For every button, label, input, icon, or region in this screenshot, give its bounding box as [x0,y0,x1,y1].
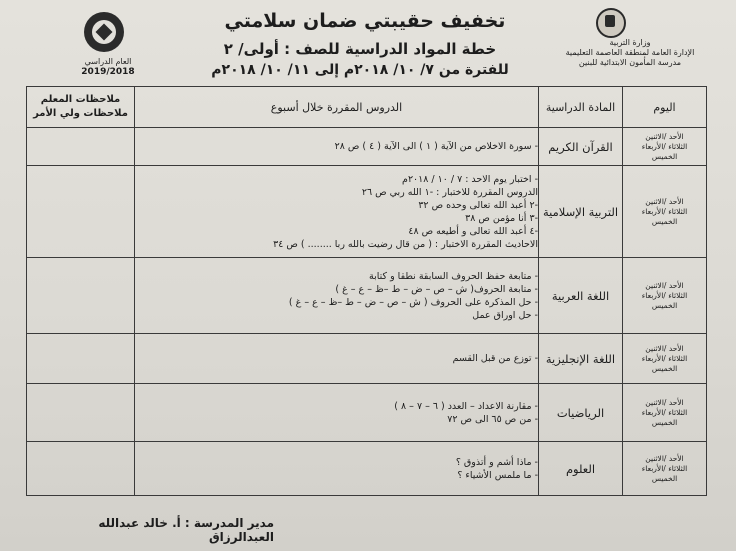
day-line: الخميس [651,151,678,161]
header-parent-notes: ملاحظات ولي الأمر [33,108,128,119]
notes-cell [27,442,135,496]
day-line: الأحد /الاثنين [645,397,684,407]
lessons-cell [135,442,539,496]
lesson-line: - متابعة حفظ الحروف السابقة نطقا و كتابة [369,270,538,282]
day-cell [623,258,707,334]
ministry-block [560,38,700,68]
day-line: الأحد /الاثنين [645,453,684,463]
table-row [27,128,707,166]
header-subject: المادة الدراسية [539,87,623,128]
day-line: الخميس [651,473,678,483]
ministry-emblem-icon [596,8,626,38]
header-notes [27,87,135,128]
lesson-line: الدروس المقررة للاختبار : -١ الله ربي ص ٢٦ [361,186,538,198]
day-cell [623,384,707,442]
lesson-line: - حل المذكرة على الحروف ( ش – ص – ض – ط –ظ – ع – غ ) [288,296,538,308]
lesson-line: الاحاديث المقررة الاختبار : ( من قال رضيت بالله ربا ........ ) ص ٣٤ [273,238,538,250]
subject-cell: التربية الإسلامية [539,166,623,258]
table-header-row [27,87,707,128]
lesson-line: - متابعة الحروف( ش – ص – ض – ط –ظ – ع – غ ) [335,283,538,295]
lessons-cell [135,258,539,334]
day-line: الخميس [651,300,678,310]
ministry-line: الإدارة العامة لمنطقة العاصمة التعليمية [565,48,695,57]
table-row [27,258,707,334]
day-line: الأحد /الاثنين [645,131,684,141]
lesson-line: - من ص ٦٥ الى ص ٧٢ [447,413,538,425]
lessons-cell [135,166,539,258]
lesson-line: -٣ أنا مؤمن ص ٣٨ [465,212,538,224]
day-line: الأحد /الاثنين [645,343,684,353]
notes-cell [27,128,135,166]
day-cell [623,334,707,384]
day-line: الثلاثاء /الأربعاء [641,407,688,417]
lesson-line: - ما ملمس الأشياء ؟ [457,469,538,481]
year-label: العام الدراسي [84,57,132,66]
day-line: الخميس [651,363,678,373]
subject-cell: العلوم [539,442,623,496]
header-lessons: الدروس المقررة خلال أسبوع [135,87,539,128]
ministry-line: وزارة التربية [609,38,651,47]
lesson-line: - ماذا أشم و أتذوق ؟ [455,456,538,468]
lessons-cell [135,128,539,166]
page-title: تخفيف حقيبتي ضمان سلامتي [224,10,506,32]
lessons-cell [135,384,539,442]
plan-subtitle: خطة المواد الدراسية للصف : أولى/ ٢ [223,40,497,58]
notes-cell [27,334,135,384]
header-teacher-notes: ملاحظات المعلم [40,94,121,105]
day-line: الثلاثاء /الأربعاء [641,290,688,300]
academic-year [70,56,146,78]
header-day: اليوم [623,87,707,128]
day-cell [623,166,707,258]
table-row [27,384,707,442]
lesson-line: - سورة الاخلاص من الآية ( ١ ) الى الآية ( ٤ ) ص ٢٨ [334,141,538,152]
day-line: الثلاثاء /الأربعاء [641,206,688,216]
day-line: الأحد /الاثنين [645,280,684,290]
table-row [27,442,707,496]
lesson-line: -٤ أعبد الله تعالى و أطيعه ص ٤٨ [408,225,538,237]
notes-cell [27,166,135,258]
ministry-line: مدرسة المأمون الابتدائية للبنين [578,58,682,67]
subject-cell: الرياضيات [539,384,623,442]
day-line: الخميس [651,216,678,226]
subject-cell: اللغة الإنجليزية [539,334,623,384]
lesson-line: - اختبار يوم الاحد : ٧ / ١٠ / ٢٠١٨م [402,173,538,185]
page-header [0,0,736,88]
plan-period: للفترة من ٧/ ١٠/ ٢٠١٨م إلى ١١/ ١٠/ ٢٠١٨م [211,62,509,78]
day-line: الخميس [651,417,678,427]
day-line: الأحد /الاثنين [645,196,684,206]
lesson-line: - توزع من قبل القسم [452,353,538,364]
year-value: 2019/2018 [81,67,135,77]
table-row [27,166,707,258]
lessons-cell [135,334,539,384]
day-line: الثلاثاء /الأربعاء [641,353,688,363]
school-logo-icon [84,12,124,52]
notes-cell [27,384,135,442]
lesson-plan-table [26,86,707,496]
subject-cell: اللغة العربية [539,258,623,334]
subject-cell: القرآن الكريم [539,128,623,166]
notes-cell [27,258,135,334]
lesson-line: - حل اوراق عمل [472,309,538,321]
table-row [27,334,707,384]
principal-signature-line: مدير المدرسة : أ. خالد عبدالله العبدالرزاق [98,516,274,544]
day-line: الثلاثاء /الأربعاء [641,141,688,151]
day-line: الثلاثاء /الأربعاء [641,463,688,473]
lesson-line: -٢ أعبد الله تعالى وحده ص ٣٢ [418,199,538,211]
lesson-line: - مقارنة الاعداد – العدد ( ٦ – ٧ – ٨ ) [394,400,538,412]
day-cell [623,442,707,496]
day-cell [623,128,707,166]
